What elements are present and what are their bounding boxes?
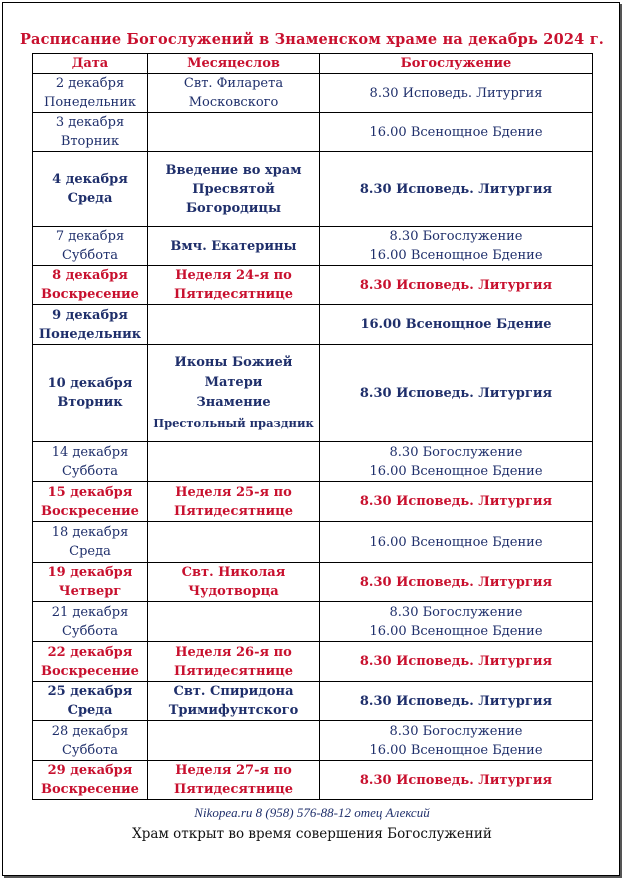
saint-line: Неделя 26-я по bbox=[175, 644, 292, 660]
date-weekday: Воскресение bbox=[41, 663, 139, 679]
saint-cell bbox=[148, 266, 320, 305]
service-line: 16.00 Всенощное Бдение bbox=[369, 623, 543, 639]
date-cell bbox=[33, 642, 148, 682]
page-title: Расписание Богослужений в Знаменском храме на декабрь 2024 г. bbox=[19, 31, 605, 48]
service-line: 8.30 Исповедь. Литургия bbox=[369, 85, 543, 101]
footer-note: Храм открыт во время совершения Богослужений bbox=[132, 826, 492, 842]
service-line: 8.30 Богослужение bbox=[389, 444, 523, 460]
date-day: 3 декабря bbox=[55, 115, 125, 130]
service-cell bbox=[320, 563, 593, 602]
saint-cell bbox=[148, 642, 320, 682]
header-date: Дата bbox=[33, 54, 148, 74]
saint-cell bbox=[148, 152, 320, 227]
service-line: 8.30 Исповедь. Литургия bbox=[359, 494, 553, 509]
saint-line: Неделя 25-я по bbox=[175, 484, 292, 500]
footer-contact: Nikopea.ru 8 (958) 576-88-12 отец Алексий bbox=[194, 805, 430, 820]
saint-cell bbox=[148, 563, 320, 602]
date-day: 19 декабря bbox=[47, 565, 133, 580]
service-line: 8.30 Богослужение bbox=[389, 604, 523, 620]
service-cell bbox=[320, 642, 593, 682]
saint-cell bbox=[148, 227, 320, 266]
date-cell bbox=[33, 442, 148, 482]
date-day: 8 декабря bbox=[52, 268, 128, 283]
date-day: 25 декабря bbox=[47, 684, 133, 699]
table-row bbox=[33, 74, 593, 113]
date-day: 14 декабря bbox=[51, 444, 129, 460]
service-cell bbox=[320, 74, 593, 113]
schedule-page bbox=[2, 2, 620, 876]
date-weekday: Понедельник bbox=[38, 326, 142, 342]
saint-line: Свт. Николая bbox=[181, 565, 286, 580]
date-weekday: Суббота bbox=[61, 463, 119, 479]
saint-line: Матери bbox=[204, 375, 263, 390]
date-day: 21 декабря bbox=[51, 604, 129, 620]
date-cell bbox=[33, 563, 148, 602]
saint-line: Свт. Филарета bbox=[183, 76, 284, 91]
saint-line: Знамение bbox=[196, 395, 271, 410]
service-cell bbox=[320, 227, 593, 266]
saint-cell bbox=[148, 482, 320, 522]
service-line: 16.00 Всенощное Бдение bbox=[369, 124, 543, 140]
saint-cell bbox=[148, 345, 320, 442]
date-weekday: Суббота bbox=[61, 742, 119, 758]
table-row bbox=[33, 721, 593, 761]
date-cell bbox=[33, 345, 148, 442]
date-day: 9 декабря bbox=[52, 307, 128, 323]
service-cell bbox=[320, 345, 593, 442]
table-row bbox=[33, 227, 593, 266]
date-cell bbox=[33, 602, 148, 642]
schedule-table bbox=[32, 53, 593, 800]
table-row bbox=[33, 602, 593, 642]
saint-line: Иконы Божией bbox=[174, 355, 293, 370]
date-weekday: Среда bbox=[67, 191, 113, 206]
service-line: 16.00 Всенощное Бдение bbox=[369, 742, 543, 758]
date-cell bbox=[33, 482, 148, 522]
table-row bbox=[33, 682, 593, 721]
saint-line: Пятидесятнице bbox=[173, 663, 294, 679]
saint-cell bbox=[148, 74, 320, 113]
date-weekday: Четверг bbox=[58, 584, 122, 599]
service-cell bbox=[320, 482, 593, 522]
date-weekday: Вторник bbox=[57, 395, 123, 410]
saint-line: Тримифунтского bbox=[168, 703, 299, 718]
saint-cell bbox=[148, 522, 320, 563]
date-weekday: Среда bbox=[67, 703, 113, 718]
date-day: 10 декабря bbox=[47, 376, 133, 391]
feast-note: Престольный праздник bbox=[153, 416, 314, 430]
date-weekday: Суббота bbox=[61, 623, 119, 639]
table-header-row bbox=[33, 54, 593, 74]
date-cell bbox=[33, 682, 148, 721]
table-row bbox=[33, 113, 593, 152]
date-cell bbox=[33, 522, 148, 563]
table-row bbox=[33, 563, 593, 602]
date-weekday: Воскресение bbox=[41, 287, 139, 302]
service-line: 8.30 Исповедь. Литургия bbox=[359, 385, 553, 401]
date-day: 15 декабря bbox=[47, 484, 133, 500]
saint-line: Пятидесятнице bbox=[173, 503, 294, 519]
date-day: 22 декабря bbox=[47, 644, 133, 660]
date-day: 29 декабря bbox=[47, 763, 133, 778]
service-cell bbox=[320, 602, 593, 642]
header-calendar: Месяцеслов bbox=[148, 54, 320, 74]
service-cell bbox=[320, 522, 593, 563]
header-service: Богослужение bbox=[320, 54, 593, 74]
date-cell bbox=[33, 74, 148, 113]
date-day: 2 декабря bbox=[55, 76, 125, 91]
date-cell bbox=[33, 113, 148, 152]
date-cell bbox=[33, 152, 148, 227]
service-cell bbox=[320, 682, 593, 721]
service-line: 8.30 Исповедь. Литургия bbox=[359, 654, 553, 669]
saint-cell bbox=[148, 721, 320, 761]
service-line: 8.30 Исповедь. Литургия bbox=[359, 693, 553, 709]
service-line: 8.30 Богослужение bbox=[389, 229, 523, 244]
service-line: 8.30 Исповедь. Литургия bbox=[359, 772, 553, 788]
service-cell bbox=[320, 152, 593, 227]
date-cell bbox=[33, 227, 148, 266]
date-day: 18 декабря bbox=[51, 525, 129, 540]
table-row bbox=[33, 305, 593, 345]
service-line: 16.00 Всенощное Бдение bbox=[369, 463, 543, 479]
saint-cell bbox=[148, 682, 320, 721]
date-weekday: Понедельник bbox=[43, 95, 136, 110]
date-weekday: Суббота bbox=[61, 248, 119, 263]
service-line: 16.00 Всенощное Бдение bbox=[360, 317, 552, 332]
service-line: 8.30 Исповедь. Литургия bbox=[359, 277, 553, 293]
saint-cell bbox=[148, 305, 320, 345]
service-cell bbox=[320, 442, 593, 482]
service-line: 16.00 Всенощное Бдение bbox=[369, 534, 543, 550]
saint-line: Чудотворца bbox=[188, 584, 279, 599]
date-cell bbox=[33, 305, 148, 345]
table-row bbox=[33, 642, 593, 682]
saint-line: Вмч. Екатерины bbox=[170, 238, 297, 254]
saint-line: Свт. Спиридона bbox=[173, 684, 294, 699]
table-row bbox=[33, 522, 593, 563]
saint-cell bbox=[148, 442, 320, 482]
date-day: 28 декабря bbox=[51, 723, 129, 739]
service-line: 8.30 Исповедь. Литургия bbox=[359, 181, 553, 197]
date-day: 4 декабря bbox=[52, 172, 128, 187]
service-cell bbox=[320, 305, 593, 345]
date-cell bbox=[33, 761, 148, 800]
date-day: 7 декабря bbox=[55, 229, 125, 244]
date-cell bbox=[33, 721, 148, 761]
saint-line: Пресвятой bbox=[192, 181, 275, 197]
table-row bbox=[33, 482, 593, 522]
table-row bbox=[33, 442, 593, 482]
table-row bbox=[33, 266, 593, 305]
saint-cell bbox=[148, 761, 320, 800]
saint-line: Пятидесятнице bbox=[173, 782, 294, 797]
service-cell bbox=[320, 761, 593, 800]
date-weekday: Воскресение bbox=[41, 782, 139, 797]
saint-line: Неделя 27-я по bbox=[175, 763, 292, 778]
saint-line: Богородицы bbox=[185, 200, 282, 216]
date-weekday: Вторник bbox=[60, 134, 120, 149]
service-cell bbox=[320, 721, 593, 761]
table-row bbox=[33, 152, 593, 227]
saint-cell bbox=[148, 113, 320, 152]
service-cell bbox=[320, 113, 593, 152]
date-weekday: Среда bbox=[69, 544, 111, 559]
date-weekday: Воскресение bbox=[41, 503, 139, 519]
saint-line: Введение во храм bbox=[165, 162, 302, 178]
saint-line: Пятидесятнице bbox=[173, 287, 294, 302]
table-row bbox=[33, 345, 593, 442]
service-line: 16.00 Всенощное Бдение bbox=[369, 248, 543, 263]
service-cell bbox=[320, 266, 593, 305]
service-line: 8.30 Богослужение bbox=[389, 723, 523, 739]
service-line: 8.30 Исповедь. Литургия bbox=[359, 574, 553, 590]
saint-line: Неделя 24-я по bbox=[175, 268, 292, 283]
date-cell bbox=[33, 266, 148, 305]
saint-line: Московского bbox=[188, 95, 279, 110]
saint-cell bbox=[148, 602, 320, 642]
table-row bbox=[33, 761, 593, 800]
